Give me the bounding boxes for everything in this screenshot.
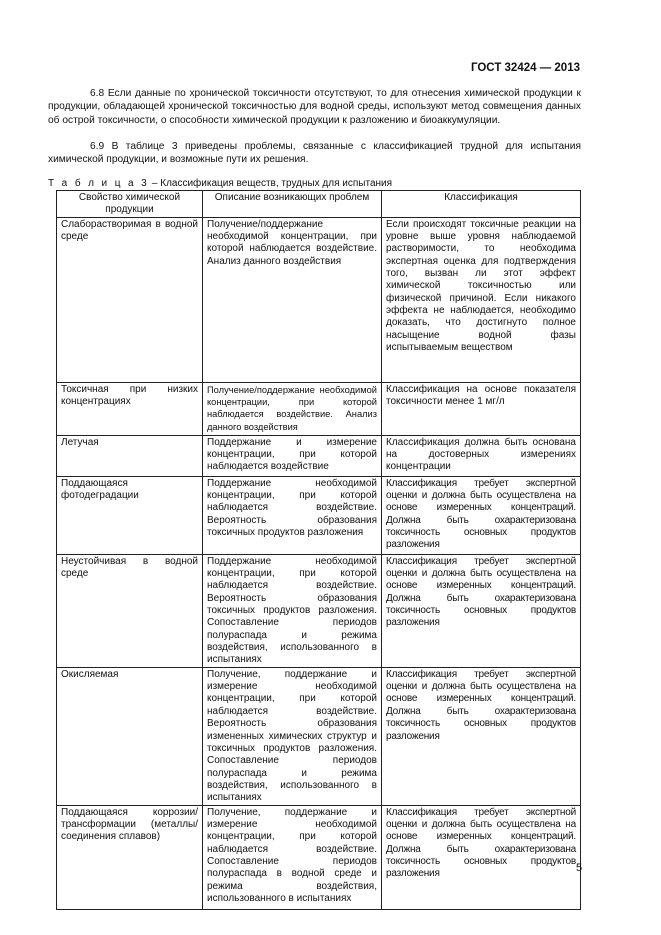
cell-problem: Поддержание и измерение концентрации, при которой наблюдается воздействие — [203, 435, 382, 476]
column-header-classification: Классификация — [382, 191, 581, 218]
cell-classification: Классификация на основе показателя токсичности менее 1 мг/л — [382, 382, 581, 435]
table-header-row — [57, 191, 581, 218]
cell-problem: Поддержание необходимой концентрации, при которой наблюдается воздействие. Вероятность образования токсичных продуктов разложения — [203, 476, 382, 554]
cell-problem: Поддержание необходимой концентрации, при которой наблюдается воздействие. Вероятность образования токсичных продуктов разложения. Сопоставление периодов полураспада и режима воздействия, использованного в испытаниях — [203, 554, 382, 667]
table-row — [57, 217, 581, 382]
table-caption-label: Т а б л и ц а 3 — [48, 178, 150, 189]
cell-property: Неустойчивая в водной среде — [57, 554, 203, 667]
table-row — [57, 554, 581, 667]
table-row — [57, 667, 581, 805]
cell-problem: Получение/поддержание необходимой концентрации, при которой наблюдается воздействие. Анализ данного воздействия — [203, 382, 382, 435]
cell-property: Окисляемая — [57, 667, 203, 805]
cell-classification: Классификация требует экспертной оценки и должна быть осуществлена на основе измеренных концентраций. Должна быть охарактеризована токсичность основных продуктов разложения — [382, 554, 581, 667]
classification-table — [56, 190, 581, 910]
cell-classification: Классификация должна быть основана на достоверных измерениях концентрации — [382, 435, 581, 476]
cell-property: Поддающаяся коррозии/трансформации (металлы/соединения сплавов) — [57, 805, 203, 909]
document-header: ГОСТ 32424 — 2013 — [470, 62, 580, 74]
paragraph-6-9: 6.9 В таблице 3 приведены проблемы, связанные с классификацией трудной для испытания химической продукции, и возможные пути их решения. — [48, 141, 581, 166]
table-row — [57, 382, 581, 435]
cell-classification: Классификация требует экспертной оценки и должна быть осуществлена на основе измеренных концентраций. Должна быть охарактеризована токсичность основных продуктов разложения — [382, 667, 581, 805]
table-caption — [48, 178, 392, 189]
table-caption-text: – Классификация веществ, трудных для испытания — [149, 178, 393, 189]
cell-problem: Получение/поддержание необходимой концентрации, при которой наблюдается воздействие. Анализ данного воздействия — [203, 217, 382, 382]
cell-problem: Получение, поддержание и измерение необходимой концентрации, при которой наблюдается воздействие. Вероятность образования измененных химических структур и токсичных продуктов разложения. Сопоставление периодов полураспада и режима воздействия, использованного в испытаниях — [203, 667, 382, 805]
cell-property: Токсичная при низких концентрациях — [57, 382, 203, 435]
cell-classification: Если происходят токсичные реакции на уровне выше уровня наблюдаемой растворимости, то необходима экспертная оценка для подтверждения того, вызван ли этот эффект химической токсичностью или физической причиной. Если никакого эффекта не наблюдается, необходимо доказать, что достигнуто полное насыщение водной фазы испытываемым веществом — [382, 217, 581, 382]
cell-classification: Классификация требует экспертной оценки и должна быть осуществлена на основе измеренных концентраций. Должна быть охарактеризована токсичность основных продуктов разложения — [382, 805, 581, 909]
cell-problem: Получение, поддержание и измерение необходимой концентрации, при которой наблюдается воздействие. Сопоставление периодов полураспада в водной среде и режима воздействия, использованного в испытаниях — [203, 805, 382, 909]
column-header-problem: Описание возникающих проблем — [203, 191, 382, 218]
table-row — [57, 476, 581, 554]
cell-property: Поддающаяся фотодеградации — [57, 476, 203, 554]
cell-property: Летучая — [57, 435, 203, 476]
cell-property: Слаборастворимая в водной среде — [57, 217, 203, 382]
table-row — [57, 435, 581, 476]
page-number: 5 — [576, 862, 583, 874]
paragraph-6-8: 6.8 Если данные по хронической токсичности отсутствуют, то для отнесения химической продукции к продукции, обладающей хронической токсичностью для водной среды, используют метод совмещения данных об острой токсичности, о способности химической продукции к разложению и биоаккумуляции. — [48, 88, 581, 126]
column-header-property: Свойство химической продукции — [57, 191, 203, 218]
cell-classification: Классификация требует экспертной оценки и должна быть осуществлена на основе измеренных концентраций. Должна быть охарактеризована токсичность основных продуктов разложения — [382, 476, 581, 554]
table-row — [57, 805, 581, 909]
